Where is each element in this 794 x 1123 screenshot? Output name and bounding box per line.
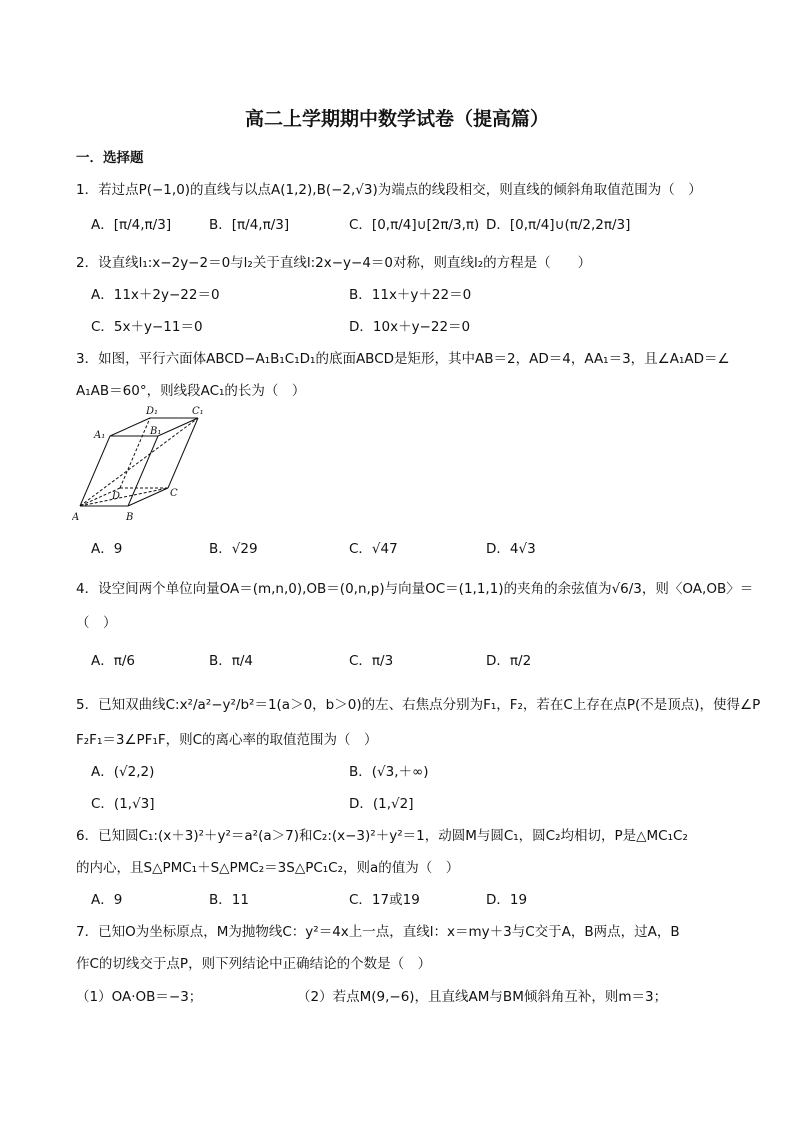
label-c1: C₁ xyxy=(192,406,204,417)
question-3-option-d: D．4√3 xyxy=(486,541,536,557)
question-3-stem-line-2: A₁AB＝60°，则线段AC₁的长为（ ） xyxy=(76,383,306,399)
question-3-option-a: A．9 xyxy=(91,541,123,557)
question-3-option-c: C．√47 xyxy=(349,541,398,557)
edge-dd1 xyxy=(120,418,150,488)
question-2-option-a: A．11x＋2y−22＝0 xyxy=(91,287,220,303)
question-4-stem-line-1: 4．设空间两个单位向量OA＝(m,n,0),OB＝(0,n,p)与向量OC＝(1,1,1)的夹角的余弦值为√6/3，则〈OA,OB〉＝ xyxy=(76,581,754,597)
edge-d1a1 xyxy=(110,418,150,436)
question-1-option-d: D．[0,π/4]∪(π/2,2π/3] xyxy=(486,217,631,233)
question-1-option-a: A．[π/4,π/3] xyxy=(91,217,172,233)
label-a1: A₁ xyxy=(94,430,106,441)
label-d1: D₁ xyxy=(146,406,159,417)
edge-aa1 xyxy=(80,436,110,506)
question-1-option-b: B．[π/4,π/3] xyxy=(209,217,290,233)
label-a: A xyxy=(72,512,80,523)
question-6-stem-line-1: 6．已知圆C₁:(x＋3)²＋y²＝a²(a＞7)和C₂:(x−3)²＋y²＝1，动圆M与圆C₁，圆C₂均相切，P是△MC₁C₂ xyxy=(76,828,688,844)
question-2-option-d: D．10x＋y−22＝0 xyxy=(349,319,471,335)
question-6-option-a: A．9 xyxy=(91,892,123,908)
question-5-option-d: D．(1,√2] xyxy=(349,796,414,812)
question-6-option-d: D．19 xyxy=(486,892,528,908)
edge-bb1 xyxy=(128,436,158,506)
page-title: 高二上学期期中数学试卷（提高篇） xyxy=(244,108,549,130)
label-b: B xyxy=(126,512,134,523)
question-5-option-a: A．(√2,2) xyxy=(91,764,155,780)
edge-bc xyxy=(128,488,168,506)
question-6-stem-line-2: 的内心，且S△PMC₁＋S△PMC₂＝3S△PC₁C₂，则a的值为（ ） xyxy=(76,860,460,876)
parallelepiped-figure xyxy=(72,404,212,524)
question-7-stem-line-2: 作C的切线交于点P，则下列结论中正确结论的个数是（ ） xyxy=(76,956,432,972)
label-b1: B₁ xyxy=(150,426,162,437)
edge-cc1 xyxy=(168,418,198,488)
question-2-option-c: C．5x＋y−11＝0 xyxy=(91,319,203,335)
question-7-statement-2: （2）若点M(9,−6)，且直线AM与BM倾斜角互补，则m＝3； xyxy=(297,989,668,1005)
diagonal-ac xyxy=(80,488,168,506)
question-4-option-c: C．π/3 xyxy=(349,653,394,669)
label-c: C xyxy=(170,488,178,499)
question-1-option-c: C．[0,π/4]∪[2π/3,π) xyxy=(349,217,480,233)
question-6-option-b: B．11 xyxy=(209,892,249,908)
question-4-option-d: D．π/2 xyxy=(486,653,532,669)
question-4-option-b: B．π/4 xyxy=(209,653,254,669)
question-4-option-a: A．π/6 xyxy=(91,653,136,669)
question-5-stem-line-2: F₂F₁＝3∠PF₁F，则C的离心率的取值范围为（ ） xyxy=(76,732,378,748)
question-5-stem-line-1: 5．已知双曲线C:x²/a²−y²/b²＝1(a＞0，b＞0)的左、右焦点分别为F₁，F₂，若在C上存在点P(不是顶点)，使得∠P xyxy=(76,697,761,713)
question-5-option-c: C．(1,√3] xyxy=(91,796,155,812)
question-1-stem: 1．若过点P(−1,0)的直线与以点A(1,2),B(−2,√3)为端点的线段相交，则直线的倾斜角取值范围为（ ） xyxy=(76,182,702,198)
question-5-option-b: B．(√3,＋∞) xyxy=(349,764,429,780)
section-heading: 一．选择题 xyxy=(76,150,144,166)
label-d: D xyxy=(112,491,121,502)
question-2-option-b: B．11x＋y＋22＝0 xyxy=(349,287,472,303)
question-3-option-b: B．√29 xyxy=(209,541,258,557)
question-4-stem-line-2: （ ） xyxy=(76,615,117,631)
question-2-stem: 2．设直线l₁:x−2y−2＝0与l₂关于直线l:2x−y−4＝0对称，则直线l₂的方程是（ ） xyxy=(76,255,592,271)
question-6-option-c: C．17或19 xyxy=(349,892,420,908)
question-3-stem-line-1: 3．如图，平行六面体ABCD−A₁B₁C₁D₁的底面ABCD是矩形，其中AB＝2，AD＝4，AA₁＝3，且∠A₁AD＝∠ xyxy=(76,351,730,367)
question-7-statement-1: （1）OA·OB＝−3； xyxy=(76,989,203,1005)
question-7-stem-line-1: 7．已知O为坐标原点，M为抛物线C：y²＝4x上一点，直线l：x＝my＋3与C交于A，B两点，过A，B xyxy=(76,924,680,940)
